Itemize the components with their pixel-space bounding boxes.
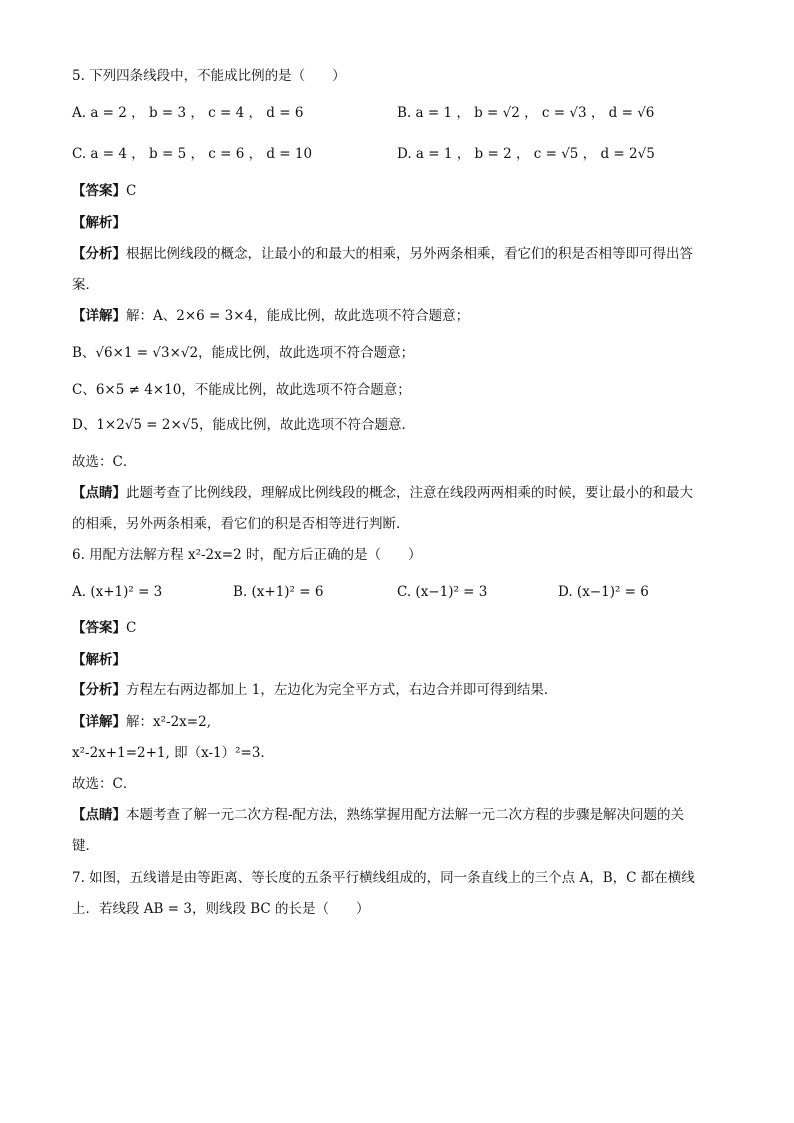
q6-comment-label: 【点睛】: [72, 807, 126, 823]
q5-fenxi-text-2: 案．: [72, 277, 99, 293]
q6-detail: [72, 712, 211, 732]
q5-comment-2: 的相乘，另外两条相乘，看它们的积是否相等进行判断．: [72, 516, 410, 532]
q5-stem: 5. 下列四条线段中，不能成比例的是（ ）: [72, 68, 346, 84]
q6-fenxi-label: 【分析】: [72, 682, 126, 698]
q5-detail: [72, 306, 469, 326]
q6-detail-label: 【详解】: [72, 714, 126, 730]
q6-option-a: A. (x+1)² = 3: [72, 584, 163, 600]
q6-option-d: D. (x−1)² = 6: [558, 584, 649, 600]
q5-option-a: A. a = 2 ， b = 3 ， c = 4 ， d = 6: [72, 105, 304, 121]
q5-fenxi: [72, 244, 693, 264]
q5-detail-4: D、1×2√5 = 2×√5，能成比例，故此选项不符合题意．: [72, 417, 415, 433]
q6-comment: [72, 805, 684, 825]
q5-comment-label: 【点睛】: [72, 485, 126, 501]
q5-detail-2: B、√6×1 = √3×√2，能成比例，故此选项不符合题意；: [72, 345, 415, 361]
q6-detail-2: x²-2x+1=2+1, 即（x-1）²=3.: [72, 745, 265, 761]
q5-detail-3: C、6×5 ≠ 4×10，不能成比例，故此选项不符合题意；: [72, 382, 411, 398]
q5-fenxi-text-1: 根据比例线段的概念，让最小的和最大的相乘，另外两条相乘，看它们的积是否相等即可得出答: [126, 246, 693, 262]
q6-detail-1: 解：x²-2x=2,: [126, 714, 211, 730]
q5-answer-value: C: [126, 183, 137, 199]
q5-choose: 故选：C．: [72, 454, 137, 470]
q5-option-b: B. a = 1 ， b = √2 ， c = √3 ， d = √6: [397, 105, 655, 121]
q6-answer: [72, 618, 136, 638]
q5-answer: [72, 181, 136, 201]
q5-option-d: D. a = 1 ， b = 2 ， c = √5 ， d = 2√5: [397, 146, 655, 162]
q5-fenxi-label: 【分析】: [72, 246, 126, 262]
q5-answer-label: 【答案】: [72, 183, 126, 199]
q6-answer-label: 【答案】: [72, 620, 126, 636]
q6-answer-value: C: [126, 620, 137, 636]
q5-comment-1: 此题考查了比例线段，理解成比例线段的概念，注意在线段两两相乘的时候，要让最小的和最大: [126, 485, 693, 501]
q5-detail-label: 【详解】: [72, 308, 126, 324]
q6-fenxi: [72, 680, 557, 700]
q6-comment-2: 键．: [72, 838, 99, 854]
q6-option-c: C. (x−1)² = 3: [397, 584, 488, 600]
q6-stem: 6. 用配方法解方程 x²-2x=2 时，配方后正确的是（ ）: [72, 547, 422, 563]
q5-option-c: C. a = 4 ， b = 5 ， c = 6 ， d = 10: [72, 146, 313, 162]
q6-comment-1: 本题考查了解一元二次方程-配方法，熟练掌握用配方法解一元二次方程的步骤是解决问题的关: [126, 807, 685, 823]
q6-choose: 故选：C．: [72, 776, 137, 792]
q6-option-b: B. (x+1)² = 6: [233, 584, 324, 600]
q5-comment: [72, 483, 693, 503]
q7-stem-1: 7. 如图，五线谱是由等距离、等长度的五条平行横线组成的，同一条直线上的三个点 A，B，C 都在横线: [72, 870, 695, 886]
q5-analysis-label: 【解析】: [72, 215, 126, 231]
q5-detail-1: 解：A、2×6 = 3×4，能成比例，故此选项不符合题意；: [126, 308, 470, 324]
q7-stem-2: 上．若线段 AB = 3，则线段 BC 的长是（ ）: [72, 901, 370, 917]
q6-fenxi-text: 方程左右两边都加上 1，左边化为完全平方式，右边合并即可得到结果．: [126, 682, 558, 698]
q6-analysis-label: 【解析】: [72, 652, 126, 668]
